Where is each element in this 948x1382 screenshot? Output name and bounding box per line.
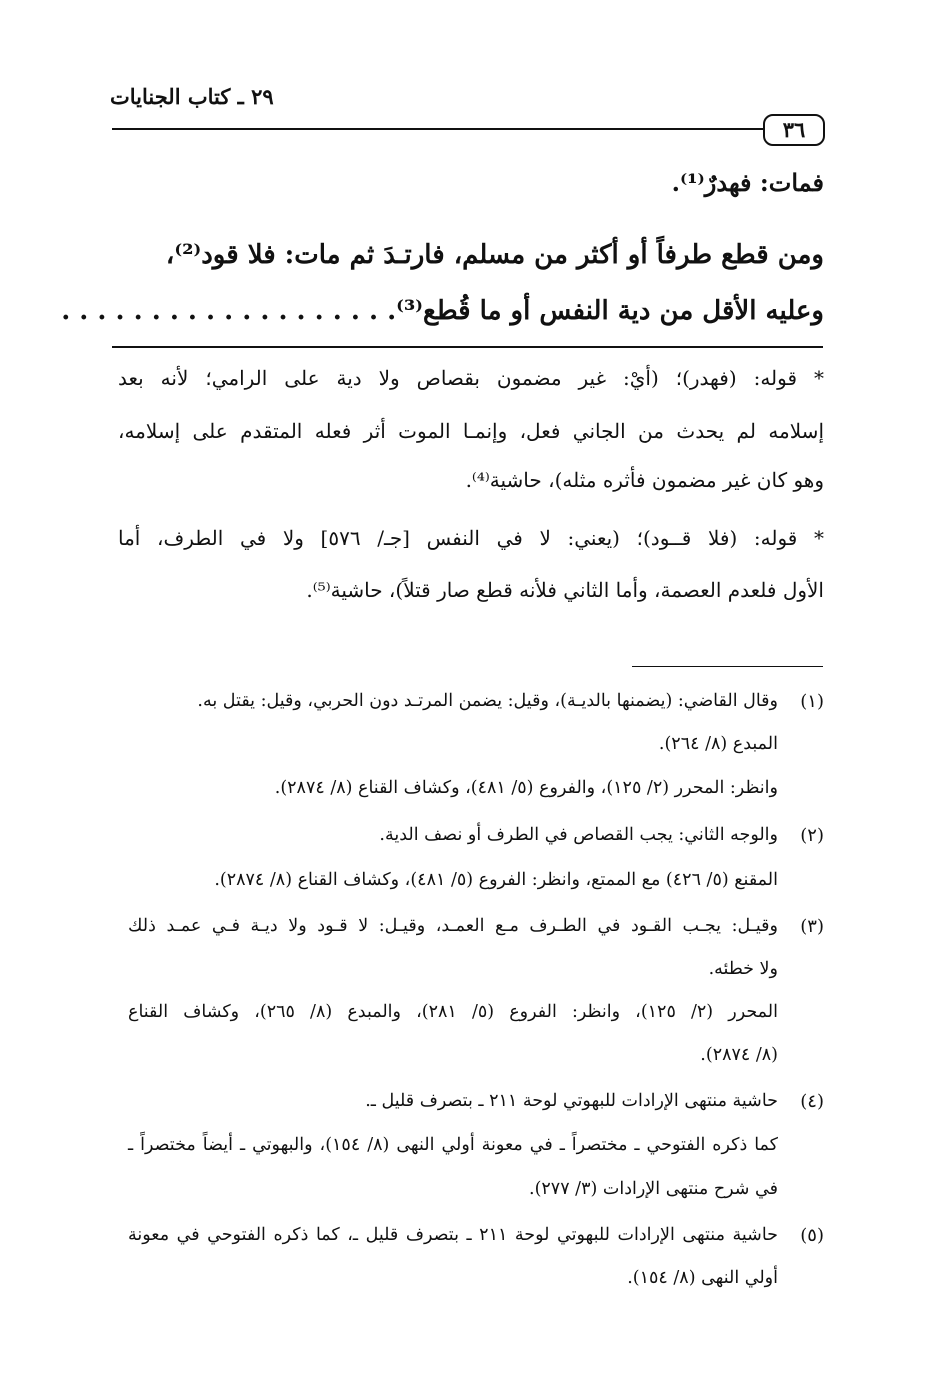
page-number: ٣٦ bbox=[763, 114, 825, 146]
footnote-line: وقيـل: يجـب القـود في الطـرف مـع العمـد، وقيـل: لا قـود ولا ديـة فـي عمـد ذلك bbox=[128, 916, 778, 936]
footnote-line: المقنع (٥/ ٤٢٦) مع الممتع، وانظر: الفروع (٥/ ٤٨١)، وكشاف القناع (٨/ ٢٨٧٤). bbox=[214, 870, 778, 890]
footnote-line: المبدع (٨/ ٢٦٤). bbox=[658, 734, 778, 754]
footnote-number: (٣) bbox=[800, 916, 824, 937]
chapter-title: ٢٩ ـ كتاب الجنايات bbox=[110, 84, 274, 109]
matn-line: ومن قطع طرفاً أو أكثر من مسلم، فارتـدَ ثم مات: فلا قود⁽²⁾، bbox=[165, 240, 824, 270]
footnote-line: (٨/ ٢٨٧٤). bbox=[700, 1045, 778, 1065]
footnote-line: كما ذكره الفتوحي ـ مختصراً ـ في معونة أولي النهى (٨/ ١٥٤)، والبهوتي ـ أيضاً مختصراً ـ bbox=[128, 1135, 779, 1155]
commentary-line: إسلامه لم يحدث من الجاني فعل، وإنمـا الموت أثر فعله المتقدم على إسلامه، bbox=[118, 419, 824, 443]
commentary-line: * قوله: (فهدر)؛ (أيْ: غير مضمون بقصاص ولا دية على الرامي؛ لأنه بعد bbox=[118, 366, 824, 390]
footnote-line: أولي النهى (٨/ ١٥٤). bbox=[627, 1268, 778, 1288]
footnote-line: حاشية منتهى الإرادات للبهوتي لوحة ٢١١ ـ بتصرف قليل ـ. bbox=[365, 1091, 778, 1111]
footnote-divider bbox=[632, 666, 823, 667]
footnote-number: (٢) bbox=[800, 825, 824, 846]
footnote-line: ولا خطئه. bbox=[708, 959, 778, 979]
footnote-line: وانظر: المحرر (٢/ ١٢٥)، والفروع (٥/ ٤٨١)، وكشاف القناع (٨/ ٢٨٧٤). bbox=[274, 778, 778, 798]
footnote-line: حاشية منتهى الإرادات للبهوتي لوحة ٢١١ ـ بتصرف قليل ـ، كما ذكره الفتوحي في معونة bbox=[128, 1225, 778, 1245]
footnote-line: في شرح منتهى الإرادات (٣/ ٢٧٧). bbox=[529, 1179, 778, 1199]
commentary-line: * قوله: (فلا قــود)؛ (يعني: لا في النفس [جـ/ ٥٧٦] ولا في الطرف، أما bbox=[118, 526, 824, 550]
header-rule bbox=[112, 128, 763, 130]
footnote-number: (١) bbox=[800, 691, 824, 712]
footnote-number: (٤) bbox=[800, 1091, 824, 1112]
section-divider bbox=[112, 346, 823, 348]
matn-line: فمات: فهدرٌ⁽¹⁾. bbox=[671, 168, 824, 197]
footnote-line: والوجه الثاني: يجب القصاص في الطرف أو نصف الدية. bbox=[379, 825, 778, 845]
matn-line: وعليه الأقل من دية النفس أو ما قُطع⁽³⁾. . . . . . . . . . . . . . . . . . . bbox=[61, 296, 824, 326]
footnote-line: المحرر (٢/ ١٢٥)، وانظر: الفروع (٥/ ٢٨١)، والمبدع (٨/ ٢٦٥)، وكشاف القناع bbox=[128, 1002, 778, 1022]
footnote-number: (٥) bbox=[800, 1225, 824, 1246]
footnote-line: وقال القاضي: (يضمنها بالديـة)، وقيل: يضمن المرتـد دون الحربي، وقيل: يقتل به. bbox=[197, 691, 778, 711]
commentary-line: الأول فلعدم العصمة، وأما الثاني فلأنه قطع صار قتلاً)، حاشية⁽⁵⁾. bbox=[306, 578, 824, 602]
commentary-line: وهو كان غير مضمون فأثره مثله)، حاشية⁽⁴⁾. bbox=[465, 468, 824, 492]
